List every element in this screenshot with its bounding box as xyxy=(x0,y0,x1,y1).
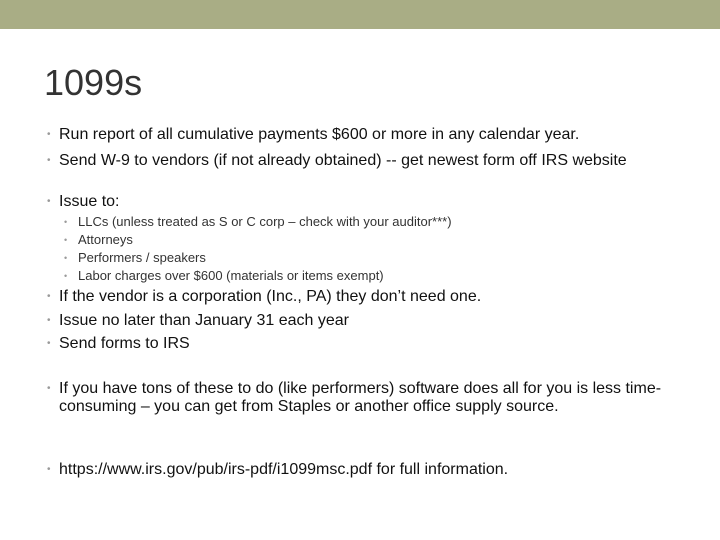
bullet-marker: • xyxy=(47,464,51,475)
bullet-item xyxy=(47,288,707,306)
sub-bullet-text: LLCs (unless treated as S or C corp – check with your auditor***) xyxy=(78,214,452,229)
bullet-marker: • xyxy=(47,129,51,140)
bullet-marker: • xyxy=(64,217,68,227)
bullet-marker: • xyxy=(47,338,51,349)
bullet-marker: • xyxy=(47,315,51,326)
bullet-text: https://www.irs.gov/pub/irs-pdf/i1099msc.pdf for full information. xyxy=(59,461,509,478)
bullet-marker: • xyxy=(47,383,51,394)
bullet-marker: • xyxy=(47,155,51,166)
bullet-item xyxy=(47,461,707,479)
sub-bullet-text: Attorneys xyxy=(78,232,133,247)
sub-bullet-item xyxy=(64,249,704,267)
bullet-text: Issue no later than January 31 each year xyxy=(59,312,349,329)
bullet-text: Run report of all cumulative payments $600 or more in any calendar year. xyxy=(59,126,580,143)
bullet-item xyxy=(47,380,672,416)
bullet-text: If you have tons of these to do (like performers) software does all for you is less time-consuming – you can get from Staples or another office supply source. xyxy=(59,380,662,415)
bullet-marker: • xyxy=(64,253,68,263)
sub-bullet-item xyxy=(64,267,704,285)
bullet-text: Send forms to IRS xyxy=(59,335,190,352)
sub-bullet-text: Labor charges over $600 (materials or items exempt) xyxy=(78,268,384,283)
bullet-text: Issue to: xyxy=(59,193,120,210)
sub-bullet-text: Performers / speakers xyxy=(78,250,206,265)
sub-bullet-item xyxy=(64,231,704,249)
bullet-item xyxy=(47,152,667,170)
bullet-marker: • xyxy=(47,291,51,302)
bullet-marker: • xyxy=(47,196,51,207)
bullet-item xyxy=(47,335,707,353)
bullet-item xyxy=(47,193,707,211)
bullet-marker: • xyxy=(64,235,68,245)
sub-bullet-item xyxy=(64,213,704,231)
bullet-item xyxy=(47,312,707,330)
bullet-text: If the vendor is a corporation (Inc., PA) they don’t need one. xyxy=(59,288,482,305)
bullet-marker: • xyxy=(64,271,68,281)
bullet-text: Send W-9 to vendors (if not already obtained) -- get newest form off IRS website xyxy=(59,152,627,169)
slide-title: 1099s xyxy=(44,62,143,103)
bullet-item xyxy=(47,126,707,144)
